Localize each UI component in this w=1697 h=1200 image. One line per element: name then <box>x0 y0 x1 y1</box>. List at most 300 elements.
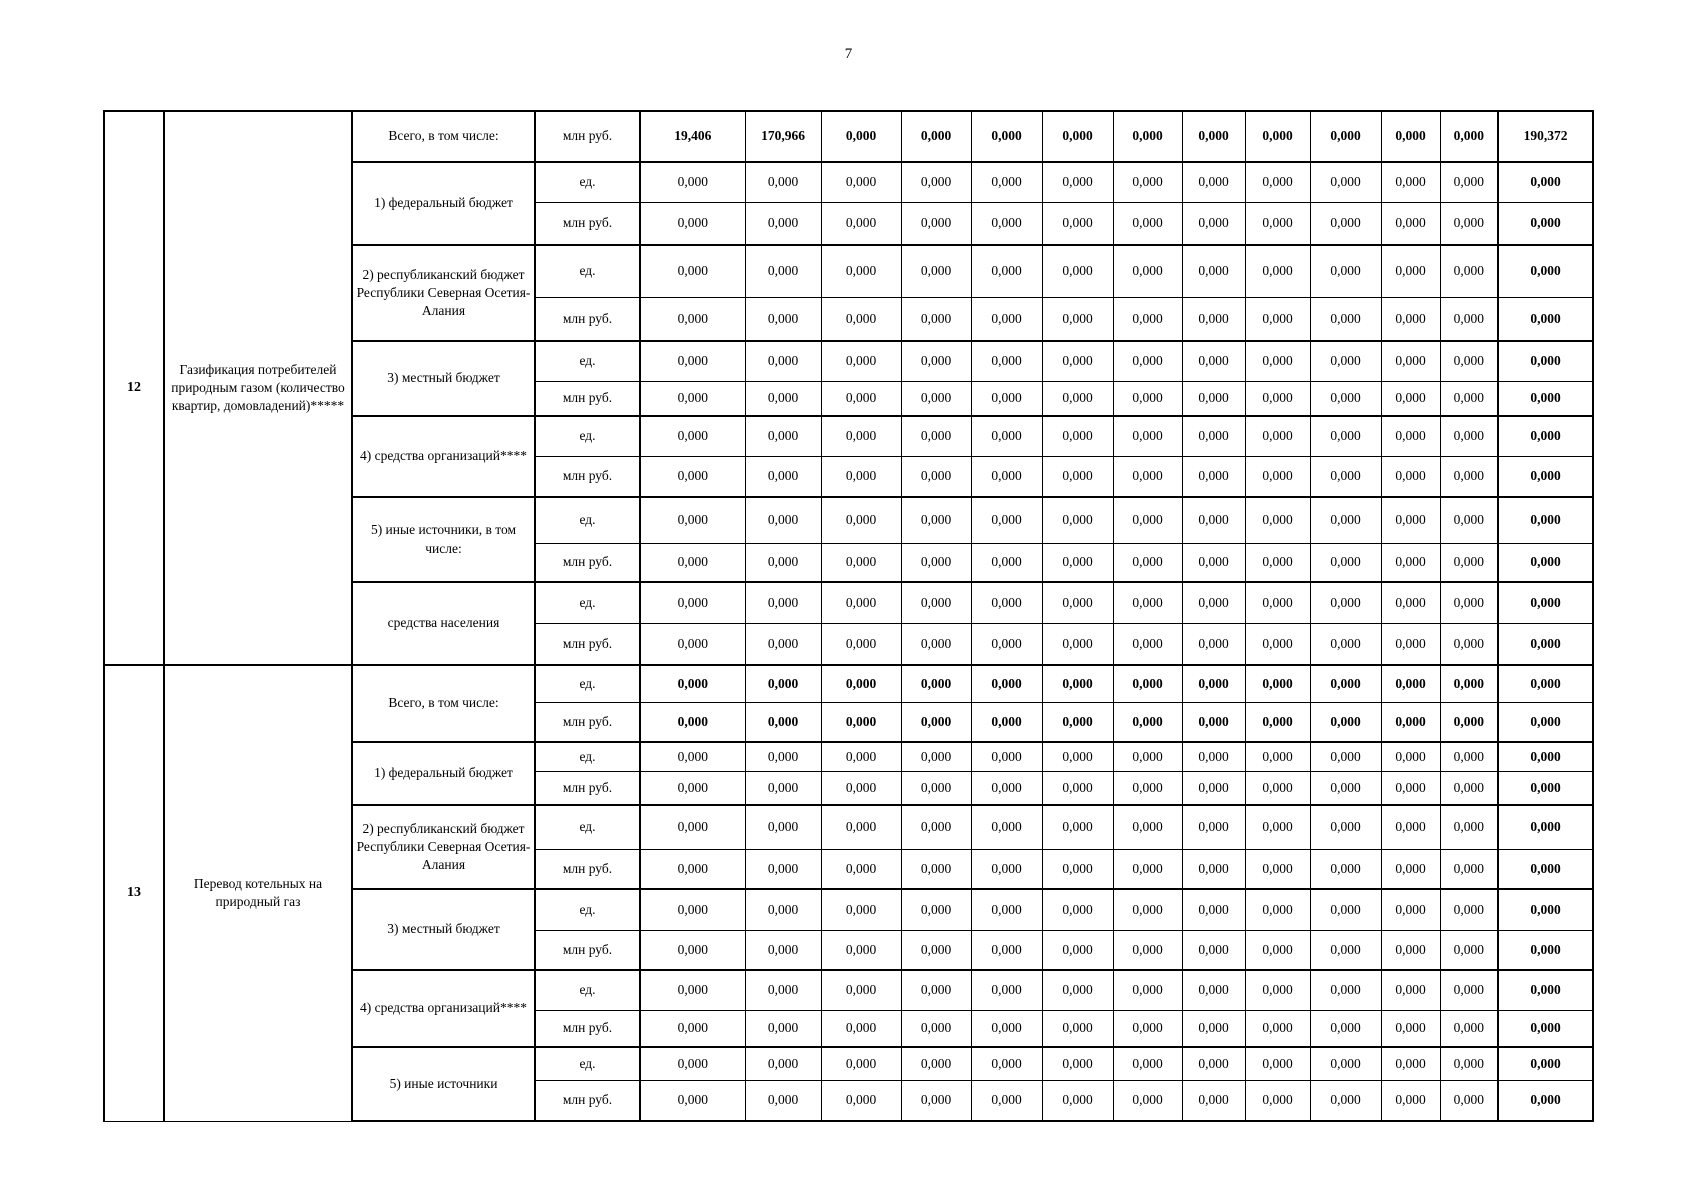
value-cell: 0,000 <box>1182 665 1245 702</box>
value-cell: 0,000 <box>821 889 901 930</box>
table-row <box>104 665 1593 702</box>
value-cell: 0,000 <box>1381 543 1440 582</box>
total-cell: 0,000 <box>1498 341 1593 381</box>
value-cell: 0,000 <box>640 543 745 582</box>
value-cell: 0,000 <box>1440 930 1498 970</box>
total-cell: 0,000 <box>1498 416 1593 456</box>
value-cell: 0,000 <box>971 497 1042 543</box>
value-cell: 0,000 <box>1245 702 1310 742</box>
unit-cell: ед. <box>535 970 640 1010</box>
value-cell: 0,000 <box>1381 456 1440 497</box>
value-cell: 0,000 <box>971 1080 1042 1121</box>
value-cell: 0,000 <box>1042 111 1113 162</box>
value-cell: 0,000 <box>1042 1010 1113 1047</box>
value-cell: 0,000 <box>1381 1047 1440 1080</box>
total-cell: 0,000 <box>1498 805 1593 849</box>
unit-cell: млн руб. <box>535 456 640 497</box>
value-cell: 0,000 <box>640 456 745 497</box>
value-cell: 0,000 <box>1042 582 1113 623</box>
value-cell: 0,000 <box>1245 381 1310 416</box>
value-cell: 0,000 <box>971 623 1042 665</box>
value-cell: 0,000 <box>821 849 901 889</box>
value-cell: 0,000 <box>640 771 745 805</box>
funding-source: 5) иные источники, в том числе: <box>352 497 535 582</box>
value-cell: 0,000 <box>1113 742 1182 771</box>
value-cell: 0,000 <box>1113 416 1182 456</box>
value-cell: 0,000 <box>1440 702 1498 742</box>
value-cell: 0,000 <box>1381 297 1440 341</box>
funding-source: 2) республиканский бюджет Республики Северная Осетия-Алания <box>352 245 535 341</box>
value-cell: 0,000 <box>640 245 745 297</box>
value-cell: 0,000 <box>1113 497 1182 543</box>
value-cell: 0,000 <box>1245 665 1310 702</box>
unit-cell: ед. <box>535 742 640 771</box>
value-cell: 0,000 <box>745 970 821 1010</box>
value-cell: 0,000 <box>1182 341 1245 381</box>
value-cell: 19,406 <box>640 111 745 162</box>
value-cell: 0,000 <box>1182 889 1245 930</box>
value-cell: 0,000 <box>821 702 901 742</box>
value-cell: 0,000 <box>1310 970 1381 1010</box>
value-cell: 0,000 <box>901 245 971 297</box>
value-cell: 0,000 <box>1042 970 1113 1010</box>
value-cell: 0,000 <box>1113 202 1182 245</box>
value-cell: 0,000 <box>1310 297 1381 341</box>
value-cell: 0,000 <box>1381 970 1440 1010</box>
value-cell: 0,000 <box>901 665 971 702</box>
value-cell: 0,000 <box>640 416 745 456</box>
unit-cell: млн руб. <box>535 202 640 245</box>
value-cell: 0,000 <box>1182 1080 1245 1121</box>
value-cell: 0,000 <box>901 849 971 889</box>
value-cell: 0,000 <box>971 1047 1042 1080</box>
value-cell: 0,000 <box>971 381 1042 416</box>
value-cell: 0,000 <box>1245 416 1310 456</box>
value-cell: 0,000 <box>901 702 971 742</box>
value-cell: 0,000 <box>821 202 901 245</box>
funding-source: 1) федеральный бюджет <box>352 742 535 805</box>
value-cell: 0,000 <box>1381 1080 1440 1121</box>
value-cell: 0,000 <box>971 416 1042 456</box>
unit-cell: млн руб. <box>535 111 640 162</box>
value-cell: 0,000 <box>1042 742 1113 771</box>
total-cell: 0,000 <box>1498 1010 1593 1047</box>
total-cell: 0,000 <box>1498 456 1593 497</box>
value-cell: 0,000 <box>1042 1047 1113 1080</box>
value-cell: 0,000 <box>745 497 821 543</box>
value-cell: 0,000 <box>640 849 745 889</box>
row-index: 13 <box>104 665 164 1121</box>
value-cell: 0,000 <box>901 202 971 245</box>
value-cell: 0,000 <box>745 456 821 497</box>
value-cell: 0,000 <box>640 930 745 970</box>
unit-cell: ед. <box>535 665 640 702</box>
value-cell: 0,000 <box>745 930 821 970</box>
value-cell: 0,000 <box>1042 623 1113 665</box>
value-cell: 0,000 <box>1381 623 1440 665</box>
value-cell: 0,000 <box>901 970 971 1010</box>
value-cell: 0,000 <box>901 889 971 930</box>
value-cell: 0,000 <box>1245 1080 1310 1121</box>
total-cell: 190,372 <box>1498 111 1593 162</box>
value-cell: 0,000 <box>745 1047 821 1080</box>
value-cell: 0,000 <box>640 702 745 742</box>
value-cell: 0,000 <box>745 1080 821 1121</box>
value-cell: 0,000 <box>901 341 971 381</box>
value-cell: 0,000 <box>821 381 901 416</box>
value-cell: 0,000 <box>1310 889 1381 930</box>
value-cell: 0,000 <box>1042 341 1113 381</box>
value-cell: 0,000 <box>1310 416 1381 456</box>
value-cell: 0,000 <box>1113 543 1182 582</box>
value-cell: 0,000 <box>1113 665 1182 702</box>
value-cell: 0,000 <box>1440 889 1498 930</box>
value-cell: 0,000 <box>1182 381 1245 416</box>
total-cell: 0,000 <box>1498 970 1593 1010</box>
value-cell: 0,000 <box>1245 162 1310 202</box>
value-cell: 0,000 <box>971 970 1042 1010</box>
value-cell: 0,000 <box>821 771 901 805</box>
measure-name: Перевод котельных на природный газ <box>164 665 352 1121</box>
value-cell: 0,000 <box>971 543 1042 582</box>
value-cell: 0,000 <box>901 456 971 497</box>
value-cell: 0,000 <box>1381 582 1440 623</box>
value-cell: 0,000 <box>1113 623 1182 665</box>
value-cell: 0,000 <box>901 930 971 970</box>
value-cell: 0,000 <box>1113 702 1182 742</box>
budget-table <box>103 110 1594 1122</box>
value-cell: 0,000 <box>1440 543 1498 582</box>
value-cell: 0,000 <box>901 543 971 582</box>
value-cell: 0,000 <box>640 381 745 416</box>
value-cell: 0,000 <box>1245 341 1310 381</box>
value-cell: 0,000 <box>1182 970 1245 1010</box>
value-cell: 0,000 <box>821 582 901 623</box>
unit-cell: ед. <box>535 889 640 930</box>
value-cell: 0,000 <box>1182 202 1245 245</box>
value-cell: 0,000 <box>1440 456 1498 497</box>
value-cell: 0,000 <box>1042 297 1113 341</box>
value-cell: 0,000 <box>821 341 901 381</box>
value-cell: 0,000 <box>821 416 901 456</box>
value-cell: 0,000 <box>1381 702 1440 742</box>
value-cell: 0,000 <box>901 1010 971 1047</box>
value-cell: 0,000 <box>1381 1010 1440 1047</box>
value-cell: 0,000 <box>1440 381 1498 416</box>
value-cell: 0,000 <box>971 162 1042 202</box>
value-cell: 0,000 <box>640 742 745 771</box>
value-cell: 0,000 <box>1245 245 1310 297</box>
value-cell: 0,000 <box>821 805 901 849</box>
value-cell: 0,000 <box>1042 245 1113 297</box>
value-cell: 0,000 <box>1310 702 1381 742</box>
value-cell: 0,000 <box>1310 1047 1381 1080</box>
unit-cell: ед. <box>535 497 640 543</box>
value-cell: 0,000 <box>640 297 745 341</box>
funding-source: Всего, в том числе: <box>352 665 535 742</box>
value-cell: 0,000 <box>971 742 1042 771</box>
value-cell: 0,000 <box>821 543 901 582</box>
value-cell: 0,000 <box>640 497 745 543</box>
value-cell: 0,000 <box>1381 202 1440 245</box>
value-cell: 0,000 <box>745 771 821 805</box>
value-cell: 0,000 <box>1381 381 1440 416</box>
funding-source: 5) иные источники <box>352 1047 535 1121</box>
value-cell: 0,000 <box>640 341 745 381</box>
value-cell: 0,000 <box>1182 416 1245 456</box>
value-cell: 0,000 <box>1245 111 1310 162</box>
value-cell: 0,000 <box>1182 582 1245 623</box>
funding-source: средства населения <box>352 582 535 665</box>
value-cell: 0,000 <box>745 543 821 582</box>
value-cell: 0,000 <box>821 497 901 543</box>
unit-cell: ед. <box>535 582 640 623</box>
value-cell: 0,000 <box>821 1080 901 1121</box>
total-cell: 0,000 <box>1498 771 1593 805</box>
value-cell: 0,000 <box>1113 381 1182 416</box>
value-cell: 0,000 <box>640 1010 745 1047</box>
value-cell: 0,000 <box>1182 162 1245 202</box>
value-cell: 0,000 <box>1440 805 1498 849</box>
value-cell: 0,000 <box>1381 416 1440 456</box>
value-cell: 0,000 <box>1182 930 1245 970</box>
unit-cell: млн руб. <box>535 849 640 889</box>
value-cell: 0,000 <box>821 456 901 497</box>
value-cell: 0,000 <box>821 1010 901 1047</box>
value-cell: 0,000 <box>1381 665 1440 702</box>
value-cell: 0,000 <box>1182 245 1245 297</box>
value-cell: 0,000 <box>971 665 1042 702</box>
value-cell: 0,000 <box>1310 543 1381 582</box>
value-cell: 0,000 <box>1042 930 1113 970</box>
value-cell: 0,000 <box>821 297 901 341</box>
value-cell: 0,000 <box>1310 497 1381 543</box>
value-cell: 0,000 <box>901 805 971 849</box>
value-cell: 0,000 <box>1310 456 1381 497</box>
value-cell: 0,000 <box>745 805 821 849</box>
value-cell: 0,000 <box>640 889 745 930</box>
value-cell: 0,000 <box>971 889 1042 930</box>
value-cell: 0,000 <box>640 162 745 202</box>
value-cell: 0,000 <box>1440 111 1498 162</box>
value-cell: 0,000 <box>745 849 821 889</box>
value-cell: 0,000 <box>821 970 901 1010</box>
value-cell: 0,000 <box>971 456 1042 497</box>
value-cell: 0,000 <box>1310 849 1381 889</box>
unit-cell: млн руб. <box>535 702 640 742</box>
value-cell: 0,000 <box>901 582 971 623</box>
value-cell: 0,000 <box>1182 111 1245 162</box>
value-cell: 0,000 <box>1113 1047 1182 1080</box>
unit-cell: млн руб. <box>535 771 640 805</box>
value-cell: 0,000 <box>1310 623 1381 665</box>
value-cell: 0,000 <box>1182 1010 1245 1047</box>
value-cell: 0,000 <box>1113 849 1182 889</box>
value-cell: 0,000 <box>640 970 745 1010</box>
value-cell: 0,000 <box>901 111 971 162</box>
total-cell: 0,000 <box>1498 665 1593 702</box>
funding-source: 2) республиканский бюджет Республики Северная Осетия-Алания <box>352 805 535 889</box>
value-cell: 0,000 <box>1113 297 1182 341</box>
total-cell: 0,000 <box>1498 849 1593 889</box>
total-cell: 0,000 <box>1498 742 1593 771</box>
funding-source: 4) средства организаций**** <box>352 970 535 1047</box>
value-cell: 0,000 <box>1440 1047 1498 1080</box>
value-cell: 0,000 <box>745 623 821 665</box>
value-cell: 0,000 <box>1113 805 1182 849</box>
value-cell: 0,000 <box>971 582 1042 623</box>
value-cell: 0,000 <box>1381 341 1440 381</box>
total-cell: 0,000 <box>1498 623 1593 665</box>
value-cell: 0,000 <box>640 805 745 849</box>
value-cell: 0,000 <box>1310 805 1381 849</box>
value-cell: 0,000 <box>1042 1080 1113 1121</box>
value-cell: 0,000 <box>745 341 821 381</box>
value-cell: 170,966 <box>745 111 821 162</box>
value-cell: 0,000 <box>1113 889 1182 930</box>
value-cell: 0,000 <box>1310 771 1381 805</box>
value-cell: 0,000 <box>1440 1010 1498 1047</box>
value-cell: 0,000 <box>1310 162 1381 202</box>
funding-source: 3) местный бюджет <box>352 889 535 970</box>
value-cell: 0,000 <box>821 665 901 702</box>
value-cell: 0,000 <box>1440 245 1498 297</box>
value-cell: 0,000 <box>1042 889 1113 930</box>
value-cell: 0,000 <box>901 297 971 341</box>
value-cell: 0,000 <box>1381 111 1440 162</box>
value-cell: 0,000 <box>1310 202 1381 245</box>
value-cell: 0,000 <box>1182 849 1245 889</box>
value-cell: 0,000 <box>821 930 901 970</box>
value-cell: 0,000 <box>745 665 821 702</box>
value-cell: 0,000 <box>1381 245 1440 297</box>
value-cell: 0,000 <box>1113 930 1182 970</box>
value-cell: 0,000 <box>1440 1080 1498 1121</box>
value-cell: 0,000 <box>1440 582 1498 623</box>
total-cell: 0,000 <box>1498 702 1593 742</box>
funding-source: 3) местный бюджет <box>352 341 535 416</box>
value-cell: 0,000 <box>1113 970 1182 1010</box>
value-cell: 0,000 <box>1113 245 1182 297</box>
measure-name: Газификация потребителей природным газом (количество квартир, домовладений)***** <box>164 111 352 665</box>
value-cell: 0,000 <box>640 623 745 665</box>
value-cell: 0,000 <box>1245 456 1310 497</box>
value-cell: 0,000 <box>1245 889 1310 930</box>
value-cell: 0,000 <box>901 623 971 665</box>
value-cell: 0,000 <box>1113 111 1182 162</box>
value-cell: 0,000 <box>901 1080 971 1121</box>
value-cell: 0,000 <box>901 381 971 416</box>
total-cell: 0,000 <box>1498 582 1593 623</box>
value-cell: 0,000 <box>971 702 1042 742</box>
total-cell: 0,000 <box>1498 497 1593 543</box>
total-cell: 0,000 <box>1498 1080 1593 1121</box>
value-cell: 0,000 <box>1245 497 1310 543</box>
value-cell: 0,000 <box>640 1080 745 1121</box>
value-cell: 0,000 <box>1381 162 1440 202</box>
value-cell: 0,000 <box>1182 497 1245 543</box>
value-cell: 0,000 <box>1042 416 1113 456</box>
value-cell: 0,000 <box>1440 497 1498 543</box>
value-cell: 0,000 <box>1310 341 1381 381</box>
value-cell: 0,000 <box>1440 162 1498 202</box>
total-cell: 0,000 <box>1498 543 1593 582</box>
value-cell: 0,000 <box>1245 582 1310 623</box>
value-cell: 0,000 <box>1310 1010 1381 1047</box>
value-cell: 0,000 <box>971 202 1042 245</box>
value-cell: 0,000 <box>745 245 821 297</box>
value-cell: 0,000 <box>1245 297 1310 341</box>
unit-cell: ед. <box>535 1047 640 1080</box>
value-cell: 0,000 <box>1182 623 1245 665</box>
value-cell: 0,000 <box>1245 771 1310 805</box>
unit-cell: млн руб. <box>535 297 640 341</box>
value-cell: 0,000 <box>745 162 821 202</box>
total-cell: 0,000 <box>1498 930 1593 970</box>
unit-cell: ед. <box>535 416 640 456</box>
value-cell: 0,000 <box>745 702 821 742</box>
total-cell: 0,000 <box>1498 162 1593 202</box>
value-cell: 0,000 <box>1310 1080 1381 1121</box>
value-cell: 0,000 <box>821 623 901 665</box>
value-cell: 0,000 <box>1113 771 1182 805</box>
value-cell: 0,000 <box>1042 702 1113 742</box>
value-cell: 0,000 <box>1042 497 1113 543</box>
value-cell: 0,000 <box>1042 543 1113 582</box>
value-cell: 0,000 <box>745 889 821 930</box>
total-cell: 0,000 <box>1498 1047 1593 1080</box>
value-cell: 0,000 <box>971 805 1042 849</box>
value-cell: 0,000 <box>1182 805 1245 849</box>
value-cell: 0,000 <box>1310 245 1381 297</box>
total-cell: 0,000 <box>1498 381 1593 416</box>
value-cell: 0,000 <box>971 849 1042 889</box>
unit-cell: млн руб. <box>535 1080 640 1121</box>
unit-cell: млн руб. <box>535 543 640 582</box>
value-cell: 0,000 <box>1440 849 1498 889</box>
value-cell: 0,000 <box>821 111 901 162</box>
value-cell: 0,000 <box>901 497 971 543</box>
value-cell: 0,000 <box>1182 456 1245 497</box>
value-cell: 0,000 <box>971 297 1042 341</box>
value-cell: 0,000 <box>1245 202 1310 245</box>
value-cell: 0,000 <box>640 582 745 623</box>
value-cell: 0,000 <box>1245 623 1310 665</box>
unit-cell: ед. <box>535 245 640 297</box>
value-cell: 0,000 <box>1440 416 1498 456</box>
value-cell: 0,000 <box>1310 930 1381 970</box>
value-cell: 0,000 <box>745 582 821 623</box>
total-cell: 0,000 <box>1498 202 1593 245</box>
value-cell: 0,000 <box>901 162 971 202</box>
value-cell: 0,000 <box>1113 162 1182 202</box>
unit-cell: млн руб. <box>535 930 640 970</box>
value-cell: 0,000 <box>1245 849 1310 889</box>
value-cell: 0,000 <box>1042 381 1113 416</box>
value-cell: 0,000 <box>1440 970 1498 1010</box>
value-cell: 0,000 <box>971 1010 1042 1047</box>
funding-source: 4) средства организаций**** <box>352 416 535 497</box>
value-cell: 0,000 <box>1245 805 1310 849</box>
value-cell: 0,000 <box>1381 742 1440 771</box>
value-cell: 0,000 <box>971 245 1042 297</box>
funding-source: 1) федеральный бюджет <box>352 162 535 245</box>
value-cell: 0,000 <box>1113 1080 1182 1121</box>
value-cell: 0,000 <box>1440 623 1498 665</box>
unit-cell: млн руб. <box>535 381 640 416</box>
unit-cell: ед. <box>535 162 640 202</box>
value-cell: 0,000 <box>745 1010 821 1047</box>
